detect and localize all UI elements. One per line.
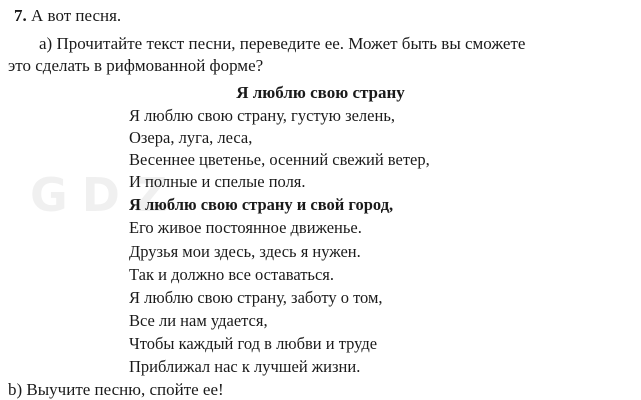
song-line-11: Чтобы каждый год в любви и труде — [129, 334, 378, 353]
task-b: b) Выучите песню, спойте ее! — [8, 380, 224, 399]
task-a-line-2: это сделать в рифмованной форме? — [8, 56, 264, 75]
song-line-6: Его живое постоянное движенье. — [129, 218, 362, 237]
song-line-7: Друзья мои здесь, здесь я нужен. — [129, 242, 361, 261]
song-line-4: И полные и спелые поля. — [129, 172, 306, 191]
exercise-heading — [14, 6, 121, 26]
exercise-number: 7. — [14, 6, 27, 25]
song-line-12: Приближал нас к лучшей жизни. — [129, 357, 361, 376]
watermark: GDZ — [30, 168, 182, 222]
song-line-8: Так и должно все оставаться. — [129, 265, 334, 284]
song-line-9: Я люблю свою страну, заботу о том, — [129, 288, 383, 307]
task-a-line-1: а) Прочитайте текст песни, переведите ее. Может быть вы сможете — [39, 34, 526, 53]
exercise-heading-text: А вот песня. — [31, 6, 122, 25]
song-line-3: Весеннее цветенье, осенний свежий ветер, — [129, 150, 430, 169]
song-line-1: Я люблю свою страну, густую зелень, — [129, 106, 395, 125]
song-line-2: Озера, луга, леса, — [129, 128, 253, 147]
song-line-5: Я люблю свою страну и свой город, — [129, 195, 394, 214]
song-line-10: Все ли нам удается, — [129, 311, 268, 330]
song-title: Я люблю свою страну — [236, 83, 405, 102]
